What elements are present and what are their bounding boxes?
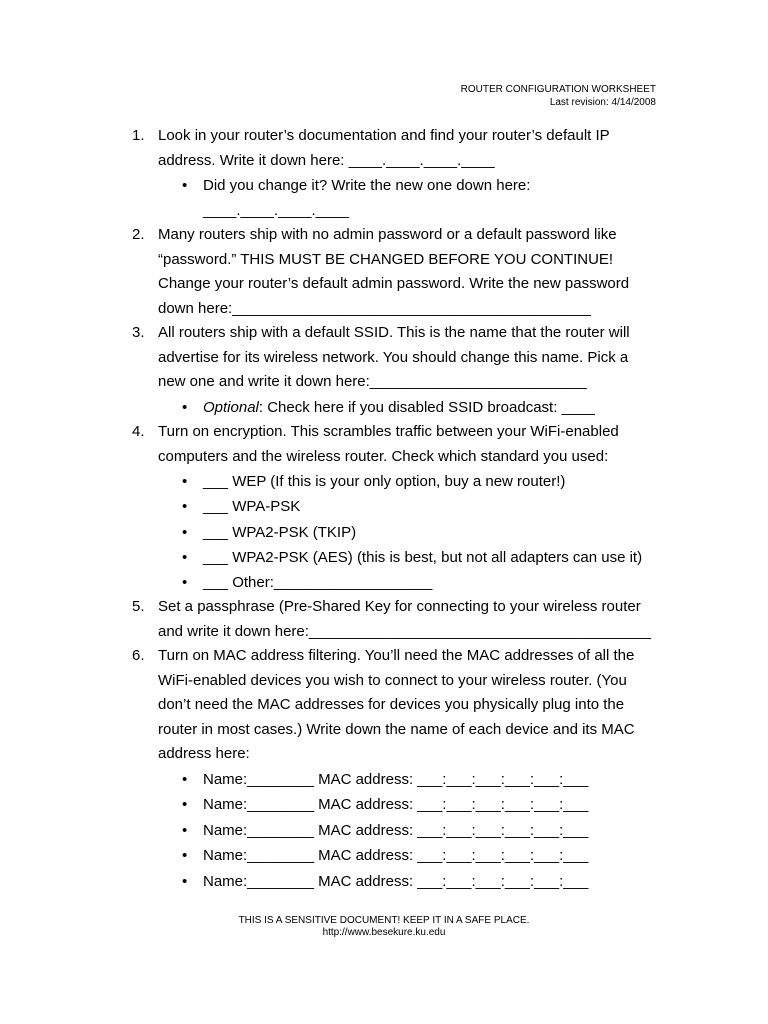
bullet-icon: • bbox=[182, 473, 188, 491]
step-text-line: advertise for its wireless network. You should change this name. Pick a bbox=[158, 348, 629, 366]
encryption-option-wep bbox=[158, 469, 672, 494]
bullet-icon: • bbox=[182, 523, 188, 541]
step-text-line: Turn on encryption. This scrambles traffic between your WiFi-enabled bbox=[158, 423, 619, 441]
ssid-broadcast-text: : Check here if you disabled SSID broadcast: ____ bbox=[258, 398, 595, 416]
optional-label: Optional bbox=[203, 398, 259, 416]
mac-address-entry bbox=[158, 767, 672, 793]
step-sublist bbox=[158, 173, 672, 223]
step-sublist bbox=[158, 395, 672, 420]
mac-entry-text: Name:________ MAC address: ___:___:___:___:___:___ bbox=[203, 847, 589, 865]
step-text-line: down here:___________________________________________ bbox=[158, 299, 591, 317]
sublist-item bbox=[158, 395, 672, 420]
step-text-line: Many routers ship with no admin password or a default password like bbox=[158, 226, 617, 244]
mac-address-entry bbox=[158, 869, 672, 895]
mac-entry-text: Name:________ MAC address: ___:___:___:___:___:___ bbox=[203, 873, 589, 890]
sublist-text-line: ___ Other:___________________ bbox=[203, 573, 433, 591]
page-footer bbox=[0, 915, 768, 939]
mac-entry-text: Name:________ MAC address: ___:___:___:___:___:___ bbox=[203, 796, 589, 814]
sublist-text-line: Did you change it? Write the new one down here: bbox=[203, 177, 531, 194]
step-number: 3. bbox=[132, 324, 145, 342]
mac-address-list bbox=[158, 767, 672, 895]
bullet-icon: • bbox=[182, 573, 188, 591]
step-6 bbox=[132, 644, 672, 894]
step-text-line: Look in your router’s documentation and find your router’s default IP bbox=[158, 127, 610, 144]
step-text-line: “password.” THIS MUST BE CHANGED BEFORE YOU CONTINUE! bbox=[158, 250, 614, 268]
encryption-option-wpa2-tkip bbox=[158, 520, 672, 545]
step-3 bbox=[132, 321, 672, 420]
mac-address-entry bbox=[158, 818, 672, 844]
sensitive-notice: THIS IS A SENSITIVE DOCUMENT! KEEP IT IN A SAFE PLACE. bbox=[238, 915, 530, 926]
bullet-icon: • bbox=[182, 770, 188, 788]
sublist-text-line: ____.____.____.____ bbox=[203, 202, 349, 220]
document-title: ROUTER CONFIGURATION WORKSHEET bbox=[460, 84, 656, 95]
step-text-line: Change your router’s default admin password. Write the new password bbox=[158, 275, 630, 293]
encryption-option-wpa-psk bbox=[158, 494, 672, 519]
bullet-icon: • bbox=[182, 548, 188, 566]
step-text-line: don’t need the MAC addresses for devices you physically plug into the bbox=[158, 696, 625, 714]
step-text-line: WiFi-enabled devices you wish to connect to your wireless router. (You bbox=[158, 671, 627, 689]
step-2 bbox=[132, 223, 672, 321]
step-text-line: Turn on MAC address filtering. You’ll need the MAC addresses of all the bbox=[158, 647, 635, 665]
revision-date: Last revision: 4/14/2008 bbox=[549, 97, 656, 108]
page-header bbox=[461, 83, 656, 109]
mac-entry-text: Name:________ MAC address: ___:___:___:___:___:___ bbox=[203, 770, 589, 788]
footer-url: http://www.besekure.ku.edu bbox=[322, 927, 446, 938]
step-text-line: Set a passphrase (Pre-Shared Key for connecting to your wireless router bbox=[158, 598, 641, 616]
mac-address-entry bbox=[158, 843, 672, 869]
encryption-option-wpa2-aes bbox=[158, 545, 672, 570]
step-text-line: computers and the wireless router. Check which standard you used: bbox=[158, 447, 609, 465]
encryption-options bbox=[158, 469, 672, 595]
bullet-icon: • bbox=[182, 821, 188, 839]
sublist-text-line: ___ WPA2-PSK (TKIP) bbox=[203, 523, 357, 541]
sublist-item bbox=[158, 173, 672, 223]
sublist-text-line: ___ WEP (If this is your only option, buy a new router!) bbox=[203, 473, 566, 491]
step-text-line: and write it down here:_________________________________________ bbox=[158, 622, 651, 640]
step-number: 6. bbox=[132, 647, 145, 665]
step-text-line: new one and write it down here:__________________________ bbox=[158, 373, 587, 391]
mac-entry-text: Name:________ MAC address: ___:___:___:___:___:___ bbox=[203, 821, 589, 839]
worksheet-steps bbox=[132, 124, 672, 895]
mac-address-entry bbox=[158, 792, 672, 818]
step-1 bbox=[132, 124, 672, 223]
bullet-icon: • bbox=[182, 177, 188, 194]
encryption-option-other bbox=[158, 570, 672, 595]
step-text-line: All routers ship with a default SSID. This is the name that the router will bbox=[158, 324, 630, 342]
bullet-icon: • bbox=[182, 847, 188, 865]
step-5 bbox=[132, 595, 672, 644]
step-number: 1. bbox=[132, 127, 145, 144]
step-text-line: address. Write it down here: ____.____.____.____ bbox=[158, 151, 495, 169]
step-number: 2. bbox=[132, 226, 145, 244]
step-text-line: address here: bbox=[158, 745, 250, 763]
bullet-icon: • bbox=[182, 873, 188, 890]
step-number: 5. bbox=[132, 598, 145, 616]
step-number: 4. bbox=[132, 423, 145, 441]
bullet-icon: • bbox=[182, 796, 188, 814]
sublist-text-line: ___ WPA2-PSK (AES) (this is best, but not all adapters can use it) bbox=[203, 548, 643, 566]
step-text-line: router in most cases.) Write down the name of each device and its MAC bbox=[158, 720, 635, 738]
bullet-icon: • bbox=[182, 398, 188, 416]
step-4 bbox=[132, 420, 672, 595]
sublist-text-line: ___ WPA-PSK bbox=[203, 498, 301, 516]
bullet-icon: • bbox=[182, 498, 188, 516]
sublist-text-line bbox=[203, 395, 672, 420]
